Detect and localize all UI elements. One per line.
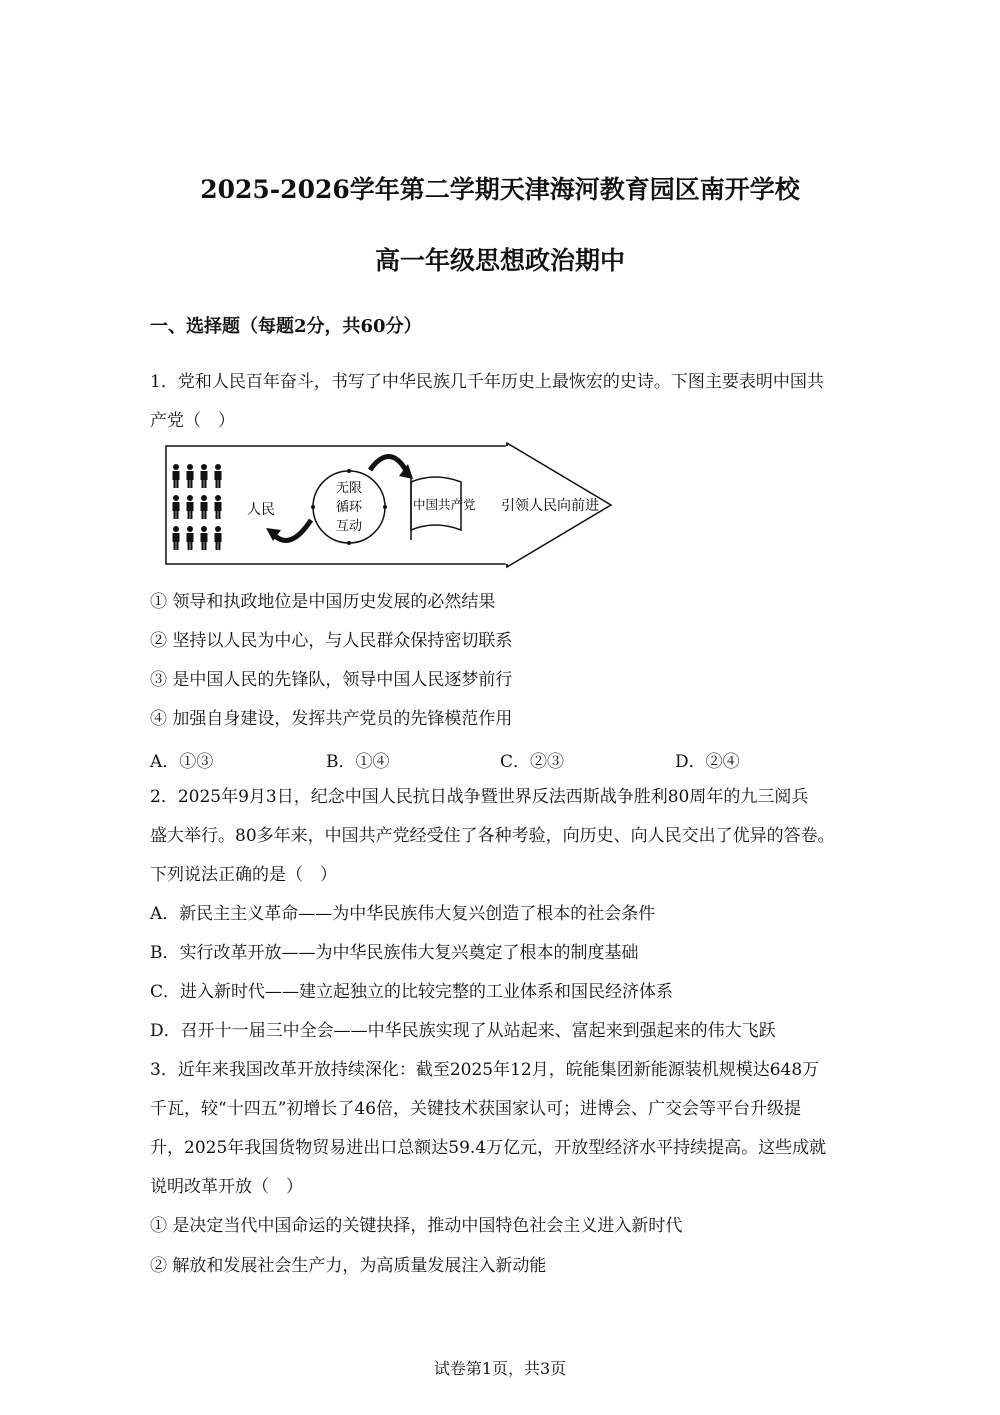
- exam-title-line2: 高一年级思想政治期中: [374, 246, 625, 275]
- q1-figure: [165, 442, 625, 572]
- circle-text-3: 互动: [335, 519, 363, 534]
- exam-title-line1: 2025-2026学年第二学期天津海河教育园区南开学校: [200, 175, 800, 204]
- curved-arrow-upper-icon: [370, 456, 407, 472]
- q2-stem-line3: 下列说法正确的是（ ）: [150, 865, 337, 885]
- q1-statement-4: ④ 加强自身建设，发挥共产党员的先锋模范作用: [150, 709, 513, 729]
- q1-stem-line1: 1．党和人民百年奋斗，书写了中华民族几千年历史上最恢宏的史诗。下图主要表明中国共: [150, 372, 824, 392]
- arrow-text: 引领人民向前进: [501, 498, 599, 514]
- q3-stem-line1: 3．近年来我国改革开放持续深化：截至2025年12月，皖能集团新能源装机规模达648万: [150, 1060, 820, 1080]
- q1-option-a: A．①③: [150, 752, 214, 772]
- q2-stem-line2: 盛大举行。80多年来，中国共产党经受住了各种考验，向历史、向人民交出了优异的答卷。: [150, 826, 835, 846]
- q1-option-b: B．①④: [326, 752, 390, 772]
- q3-stem-line4: 说明改革开放（ ）: [150, 1177, 303, 1197]
- q1-statement-3: ③ 是中国人民的先锋队，领导中国人民逐梦前行: [150, 670, 513, 690]
- q2-option-a: A．新民主主义革命——为中华民族伟大复兴创造了根本的社会条件: [150, 904, 656, 924]
- circle-text-2: 循环: [335, 500, 363, 515]
- q1-statement-2: ② 坚持以人民为中心，与人民群众保持密切联系: [150, 631, 513, 651]
- q2-option-d: D．召开十一届三中全会——中华民族实现了从站起来、富起来到强起来的伟大飞跃: [150, 1021, 776, 1041]
- q2-option-b: B．实行改革开放——为中华民族伟大复兴奠定了根本的制度基础: [150, 943, 639, 963]
- flag-text: 中国共产党: [413, 497, 476, 512]
- section-heading: 一、选择题（每题2分，共60分）: [150, 316, 422, 337]
- q2-option-c: C．进入新时代——建立起独立的比较完整的工业体系和国民经济体系: [150, 982, 674, 1002]
- q1-option-c: C．②③: [500, 752, 565, 772]
- page-footer: 试卷第1页，共3页: [433, 1359, 567, 1378]
- q1-option-d: D．②④: [675, 752, 740, 772]
- q1-stem-line2: 产党（ ）: [150, 411, 235, 431]
- people-icon-group: [173, 464, 222, 550]
- q1-statement-1: ① 领导和执政地位是中国历史发展的必然结果: [150, 592, 496, 612]
- q3-statement-2: ② 解放和发展社会生产力，为高质量发展注入新动能: [150, 1256, 547, 1276]
- q3-stem-line3: 升，2025年我国货物贸易进出口总额达59.4万亿元，开放型经济水平持续提高。这些成就: [150, 1138, 827, 1158]
- q3-statement-1: ① 是决定当代中国命运的关键抉择，推动中国特色社会主义进入新时代: [150, 1216, 683, 1236]
- circle-text-1: 无限: [335, 481, 363, 496]
- q3-stem-line2: 千瓦，较“十四五”初增长了46倍，关键技术获国家认可；进博会、广交会等平台升级提: [150, 1099, 802, 1119]
- figure-people-label: 人民: [247, 502, 275, 518]
- q2-stem-line1: 2．2025年9月3日，纪念中国人民抗日战争暨世界反法西斯战争胜利80周年的九三阅兵: [150, 787, 809, 807]
